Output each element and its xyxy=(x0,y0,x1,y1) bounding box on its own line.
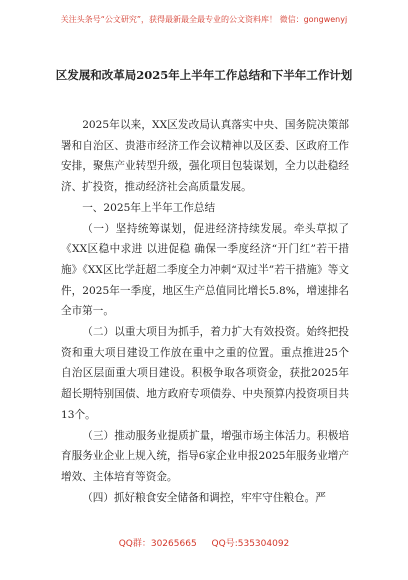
header-notice: 关注头条号“公文研究”，获得最新最全最专业的公文资料库！ 微信：gongwenyj xyxy=(60,15,348,24)
document-title: 区发展和改革局2025年上半年工作总结和下半年工作计划 xyxy=(55,68,353,82)
paragraph-item-3: （三）推动服务业提质扩量，增强市场主体活力。积极培育服务业企业上规入统，指导6家企业申报2025年服务业增产增效、主体培育等资金。 xyxy=(61,429,349,483)
paragraph-item-2: （二）以重大项目为抓手，着力扩大有效投资。始终把投资和重大项目建设工作放在重中之重的位置。重点推进25个自治区层面重大项目建设。积极争取各项资金，获批2025年超长期特别国债、地方政府专项债券、中央预算内投资项目共13个。 xyxy=(61,326,349,421)
section-heading: 一、2025年上半年工作总结 xyxy=(82,201,216,214)
footer-qq-group: QQ群：30265665 xyxy=(118,539,197,549)
document-body xyxy=(61,115,349,508)
paragraph-item-4: （四）抓好粮食安全储备和调控，牢牢守住粮仓。严 xyxy=(82,491,326,504)
footer-contacts xyxy=(0,536,408,549)
paragraph-intro: 2025年以来，XX区发改局认真落实中央、国务院决策部署和自治区、贵港市经济工作会议精神以及区委、区政府工作安排，聚焦产业转型升级，强化项目包装谋划，全力以赴稳经济、扩投资，推动经济社会高质量发展。 xyxy=(61,119,349,194)
footer-qq-number: QQ号:535304092 xyxy=(211,539,290,549)
paragraph-item-1: （一）坚持统筹谋划，促进经济持续发展。牵头草拟了《XX区稳中求进 以进促稳 确保一季度经济“开门红”若干措施》《XX区比学赶超二季度全力冲刺“双过半”若干措施》等文件，2025年一季度，地区生产总值同比增长5.8%，增速排名全市第一。 xyxy=(61,222,349,318)
